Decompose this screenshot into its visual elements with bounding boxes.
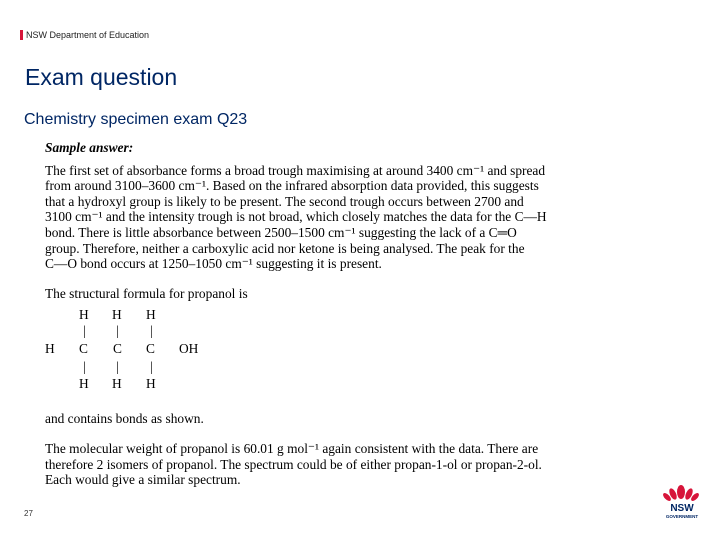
hydrogen-atom: H [79,307,89,323]
nsw-logo-text: NSW [670,503,694,514]
bond-line: | [83,359,86,375]
bond-line: | [150,323,153,339]
propanol-structural-formula [45,307,605,405]
carbon-atom: C [79,341,88,357]
carbon-atom: C [113,341,122,357]
answer-line: that a hydroxyl group is likely to be present. The second trough occurs between 2700 and [45,193,524,209]
page-title: Exam question [25,64,178,90]
answer-paragraph-4 [45,441,605,488]
hydrogen-atom: H [45,341,55,357]
answer-line: The molecular weight of propanol is 60.01 g mol⁻¹ again consistent with the data. There are [45,440,539,456]
bond-line: | [116,359,119,375]
answer-line: Each would give a similar spectrum. [45,472,241,488]
answer-line: C—O bond occurs at 1250–1050 cm⁻¹ suggesting it is present. [45,256,382,272]
sample-answer [45,140,605,488]
bond-line: | [150,359,153,375]
answer-heading: Sample answer: [45,140,134,155]
answer-line: 3100 cm⁻¹ and the intensity trough is not broad, which closely matches the data for the C—H [45,209,547,225]
answer-line: The first set of absorbance forms a broad trough maximising at around 3400 cm⁻¹ and spread [45,162,546,178]
hydrogen-atom: H [112,376,122,392]
answer-line: group. Therefore, neither a carboxylic acid nor ketone is being analysed. The peak for the [45,240,525,256]
nsw-logo-subtext: GOVERNMENT [665,514,699,519]
bond-line: | [116,323,119,339]
bond-line: | [83,323,86,339]
hydrogen-atom: H [79,376,89,392]
answer-paragraph-1 [45,163,605,272]
hydrogen-atom: H [112,307,122,323]
page-subtitle: Chemistry specimen exam Q23 [24,111,248,128]
page-number: 27 [24,509,33,518]
answer-line: from around 3100–3600 cm⁻¹. Based on the infrared absorption data provided, this suggests [45,178,539,194]
hydrogen-atom: H [146,376,156,392]
answer-line: therefore 2 isomers of propanol. The spectrum could be of either propan-1-ol or propan-2-ol. [45,456,542,472]
department-label: NSW Department of Education [26,30,150,40]
header-accent-bar [20,30,23,40]
answer-paragraph-3: and contains bonds as shown. [45,411,204,427]
answer-paragraph-2: The structural formula for propanol is [45,285,248,301]
carbon-atom: C [146,341,155,357]
hydrogen-atom: H [146,307,156,323]
hydroxyl-group: OH [179,341,199,357]
answer-line: bond. There is little absorbance between 2500–1500 cm⁻¹ suggesting the lack of a C═O [45,224,517,240]
